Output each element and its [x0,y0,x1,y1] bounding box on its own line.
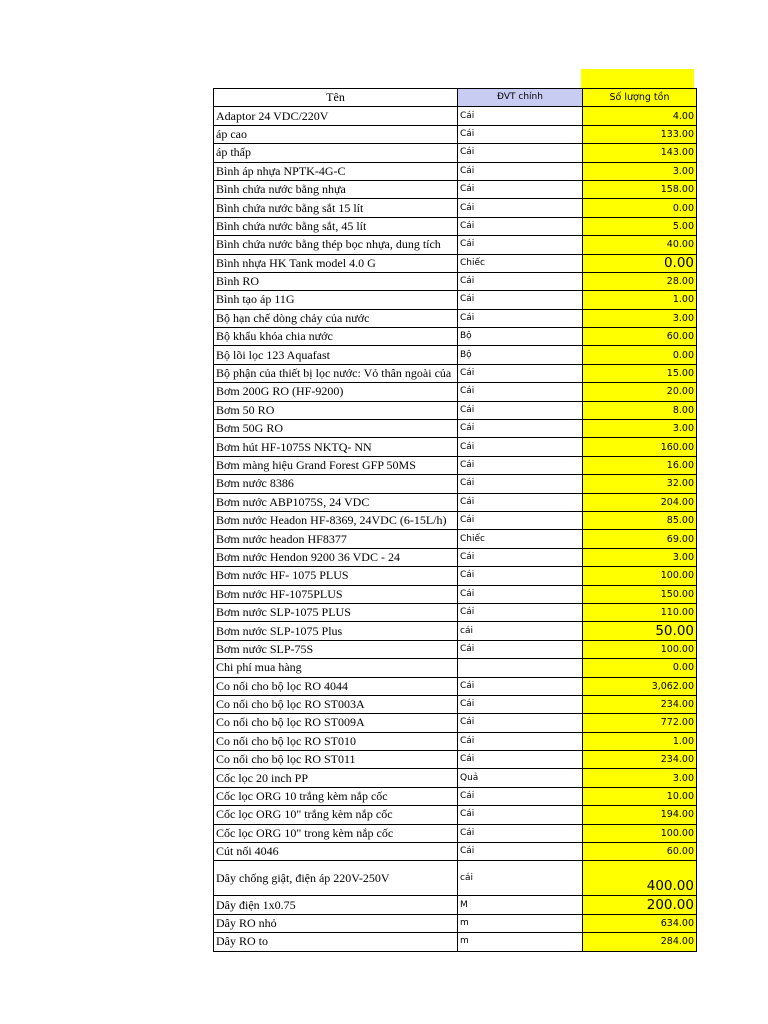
table-row [214,530,697,548]
item-unit-cell[interactable]: Quả [458,769,583,787]
table-row [214,622,697,640]
item-unit-cell[interactable]: Cái [458,585,583,603]
item-unit-cell[interactable]: Cái [458,364,583,382]
table-row [214,383,697,401]
item-unit-cell[interactable]: Cái [458,125,583,143]
table-row [214,309,697,327]
item-qty-cell[interactable]: 0.00 [583,659,697,677]
table-row [214,125,697,143]
item-name-cell[interactable]: Co nối cho bộ lọc RO 4044 [214,677,458,695]
item-qty-cell[interactable]: 200.00 [583,896,697,914]
table-row [214,291,697,309]
item-qty-cell[interactable]: 16.00 [583,456,697,474]
item-name-cell[interactable]: Bình nhựa HK Tank model 4.0 G [214,254,458,272]
table-row [214,401,697,419]
table-row [214,438,697,456]
item-unit-cell[interactable]: m [458,914,583,932]
item-unit-cell[interactable]: Cái [458,732,583,750]
table-row [214,420,697,438]
item-name-cell[interactable]: Bình chứa nước bằng nhựa [214,180,458,198]
item-name-cell[interactable]: Bơm màng hiệu Grand Forest GFP 50MS [214,456,458,474]
item-qty-cell[interactable]: 133.00 [583,125,697,143]
item-name-cell[interactable]: Dây RO nhỏ [214,914,458,932]
item-name-cell[interactable]: Bộ lõi lọc 123 Aquafast [214,346,458,364]
item-name-cell[interactable]: Dây RO to [214,933,458,951]
item-name-cell[interactable]: Co nối cho bộ lọc RO ST009A [214,714,458,732]
item-qty-cell[interactable]: 3.00 [583,162,697,180]
table-row [214,217,697,235]
item-name-cell[interactable]: Bơm nước HF-1075PLUS [214,585,458,603]
item-name-cell[interactable]: Bơm nước SLP-1075 PLUS [214,603,458,621]
item-unit-cell[interactable]: Cái [458,180,583,198]
item-qty-cell[interactable]: 3.00 [583,420,697,438]
header-unit-cell[interactable]: ĐVT chính [458,89,583,107]
table-row [214,475,697,493]
item-qty-cell[interactable]: 0.00 [583,254,697,272]
item-name-cell[interactable]: Dây chống giật, điện áp 220V-250V [214,861,458,896]
item-unit-cell[interactable]: Cái [458,162,583,180]
item-qty-cell[interactable]: 3,062.00 [583,677,697,695]
item-name-cell[interactable]: Bơm nước ABP1075S, 24 VDC [214,493,458,511]
item-name-cell[interactable]: Dây điện 1x0.75 [214,896,458,914]
item-qty-cell[interactable]: 772.00 [583,714,697,732]
item-qty-cell[interactable]: 284.00 [583,933,697,951]
item-qty-cell[interactable]: 60.00 [583,328,697,346]
item-qty-cell[interactable]: 400.00 [583,861,697,896]
inventory-table [213,88,697,952]
header-row [214,89,697,107]
table-row [214,511,697,529]
item-qty-cell[interactable]: 100.00 [583,640,697,658]
item-name-cell[interactable]: Bơm nước Hendon 9200 36 VDC - 24 [214,548,458,566]
item-unit-cell[interactable]: Cái [458,456,583,474]
item-unit-cell[interactable]: Cái [458,751,583,769]
item-name-cell[interactable]: áp thấp [214,144,458,162]
table-row [214,861,697,896]
table-row [214,328,697,346]
item-unit-cell[interactable]: Cái [458,511,583,529]
item-qty-cell[interactable]: 160.00 [583,438,697,456]
item-qty-cell[interactable]: 10.00 [583,787,697,805]
item-qty-cell[interactable]: 32.00 [583,475,697,493]
item-name-cell[interactable]: Co nối cho bộ lọc RO ST003A [214,695,458,713]
item-qty-cell[interactable]: 234.00 [583,695,697,713]
item-name-cell[interactable]: Chi phí mua hàng [214,659,458,677]
table-row [214,659,697,677]
item-name-cell[interactable]: Bình chứa nước bằng thép bọc nhựa, dung tích [214,236,458,254]
item-qty-cell[interactable]: 60.00 [583,843,697,861]
table-row [214,585,697,603]
table-row [214,364,697,382]
item-unit-cell[interactable] [458,659,583,677]
item-name-cell[interactable]: Co nối cho bộ lọc RO ST010 [214,732,458,750]
item-unit-cell[interactable]: Cái [458,107,583,125]
item-name-cell[interactable]: Bộ phận của thiết bị lọc nước: Vỏ thân ngoài của [214,364,458,382]
item-name-cell[interactable]: Bơm nước 8386 [214,475,458,493]
item-unit-cell[interactable]: Cái [458,493,583,511]
table-row [214,751,697,769]
table-row [214,254,697,272]
item-unit-cell[interactable]: Cái [458,843,583,861]
item-name-cell[interactable]: Cốc lọc ORG 10" trong kèm nắp cốc [214,824,458,842]
item-unit-cell[interactable]: Cái [458,603,583,621]
table-row [214,769,697,787]
table-row [214,933,697,951]
item-name-cell[interactable]: Cốc lọc ORG 10 trắng kèm nắp cốc [214,787,458,805]
item-qty-cell[interactable]: 194.00 [583,806,697,824]
item-qty-cell[interactable]: 143.00 [583,144,697,162]
item-unit-cell[interactable]: Cái [458,824,583,842]
item-name-cell[interactable]: Bơm nước SLP-75S [214,640,458,658]
item-unit-cell[interactable]: Chiếc [458,530,583,548]
item-unit-cell[interactable]: Cái [458,438,583,456]
item-unit-cell[interactable]: Cái [458,309,583,327]
item-unit-cell[interactable]: Cái [458,144,583,162]
item-unit-cell[interactable]: Cái [458,806,583,824]
item-unit-cell[interactable]: Cái [458,199,583,217]
item-qty-cell[interactable]: 5.00 [583,217,697,235]
item-unit-cell[interactable]: Cái [458,695,583,713]
table-row [214,346,697,364]
item-unit-cell[interactable]: Bộ [458,346,583,364]
header-highlight-strip [581,69,694,88]
item-name-cell[interactable]: Cút nối 4046 [214,843,458,861]
table-row [214,843,697,861]
item-unit-cell[interactable]: Cái [458,401,583,419]
item-name-cell[interactable]: Bộ khẩu khóa chia nước [214,328,458,346]
item-name-cell[interactable]: Bình tạo áp 11G [214,291,458,309]
item-name-cell[interactable]: Bình chứa nước bằng sắt, 45 lít [214,217,458,235]
item-qty-cell[interactable]: 100.00 [583,567,697,585]
item-name-cell[interactable]: Bơm nước Headon HF-8369, 24VDC (6-15L/h) [214,511,458,529]
item-qty-cell[interactable]: 234.00 [583,751,697,769]
item-unit-cell[interactable]: Cái [458,420,583,438]
item-name-cell[interactable]: Bơm 200G RO (HF-9200) [214,383,458,401]
item-unit-cell[interactable]: Cái [458,383,583,401]
item-unit-cell[interactable]: Cái [458,548,583,566]
table-row [214,107,697,125]
item-name-cell[interactable]: Adaptor 24 VDC/220V [214,107,458,125]
table-row [214,493,697,511]
table-row [214,732,697,750]
item-name-cell[interactable]: Co nối cho bộ lọc RO ST011 [214,751,458,769]
table-row [214,695,697,713]
item-unit-cell[interactable]: Cái [458,217,583,235]
table-row [214,603,697,621]
item-name-cell[interactable]: Bơm 50G RO [214,420,458,438]
item-unit-cell[interactable]: Cái [458,291,583,309]
item-qty-cell[interactable]: 1.00 [583,732,697,750]
item-unit-cell[interactable]: M [458,896,583,914]
item-name-cell[interactable]: Bơm nước HF- 1075 PLUS [214,567,458,585]
item-unit-cell[interactable]: Cái [458,475,583,493]
table-row [214,677,697,695]
item-qty-cell[interactable]: 3.00 [583,769,697,787]
table-row [214,714,697,732]
table-row [214,548,697,566]
item-unit-cell[interactable]: cái [458,861,583,896]
item-unit-cell[interactable]: Cái [458,787,583,805]
item-qty-cell[interactable]: 20.00 [583,383,697,401]
table-row [214,236,697,254]
item-qty-cell[interactable]: 150.00 [583,585,697,603]
table-row [214,896,697,914]
table-row [214,787,697,805]
item-unit-cell[interactable]: m [458,933,583,951]
item-qty-cell[interactable]: 85.00 [583,511,697,529]
table-row [214,824,697,842]
item-qty-cell[interactable]: 3.00 [583,548,697,566]
item-qty-cell[interactable]: 158.00 [583,180,697,198]
item-qty-cell[interactable]: 40.00 [583,236,697,254]
item-qty-cell[interactable]: 0.00 [583,346,697,364]
item-qty-cell[interactable]: 69.00 [583,530,697,548]
table-row [214,914,697,932]
item-unit-cell[interactable]: Cái [458,236,583,254]
item-unit-cell[interactable]: Cái [458,640,583,658]
item-name-cell[interactable]: Bình chứa nước bằng sắt 15 lít [214,199,458,217]
table-row [214,144,697,162]
item-name-cell[interactable]: Bơm nước headon HF8377 [214,530,458,548]
item-unit-cell[interactable]: Cái [458,272,583,290]
table-row [214,199,697,217]
item-qty-cell[interactable]: 100.00 [583,824,697,842]
item-qty-cell[interactable]: 634.00 [583,914,697,932]
item-unit-cell[interactable]: Chiếc [458,254,583,272]
item-name-cell[interactable]: áp cao [214,125,458,143]
item-qty-cell[interactable]: 28.00 [583,272,697,290]
item-qty-cell[interactable]: 50.00 [583,622,697,640]
item-qty-cell[interactable]: 4.00 [583,107,697,125]
item-name-cell[interactable]: Cốc lọc 20 inch PP [214,769,458,787]
item-name-cell[interactable]: Bình áp nhựa NPTK-4G-C [214,162,458,180]
item-qty-cell[interactable]: 3.00 [583,309,697,327]
table-row [214,162,697,180]
item-name-cell[interactable]: Cốc lọc ORG 10" trắng kèm nắp cốc [214,806,458,824]
item-name-cell[interactable]: Bơm nước SLP-1075 Plus [214,622,458,640]
item-name-cell[interactable]: Bơm hút HF-1075S NKTQ- NN [214,438,458,456]
header-name-cell[interactable]: Tên [214,89,458,107]
table-row [214,567,697,585]
item-name-cell[interactable]: Bơm 50 RO [214,401,458,419]
item-unit-cell[interactable]: Bộ [458,328,583,346]
item-qty-cell[interactable]: 204.00 [583,493,697,511]
table-row [214,456,697,474]
item-unit-cell[interactable]: Cái [458,714,583,732]
item-qty-cell[interactable]: 110.00 [583,603,697,621]
item-unit-cell[interactable]: Cái [458,677,583,695]
item-unit-cell[interactable]: Cái [458,567,583,585]
item-name-cell[interactable]: Bình RO [214,272,458,290]
item-unit-cell[interactable]: cái [458,622,583,640]
item-qty-cell[interactable]: 1.00 [583,291,697,309]
item-qty-cell[interactable]: 15.00 [583,364,697,382]
table-row [214,640,697,658]
header-qty-cell[interactable]: Số lượng tồn [583,89,697,107]
table-row [214,806,697,824]
item-qty-cell[interactable]: 0.00 [583,199,697,217]
item-name-cell[interactable]: Bộ hạn chế dòng chảy của nước [214,309,458,327]
table-row [214,272,697,290]
table-row [214,180,697,198]
item-qty-cell[interactable]: 8.00 [583,401,697,419]
